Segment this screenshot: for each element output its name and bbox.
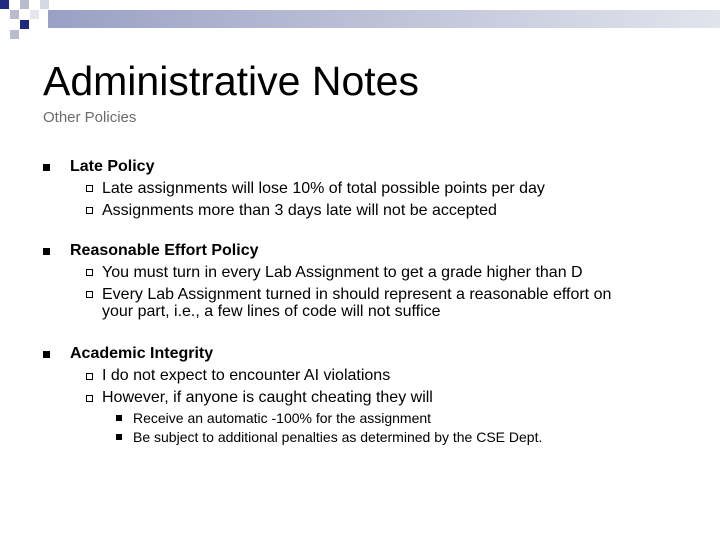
late-policy-heading: Late Policy bbox=[70, 158, 155, 175]
decor-square-light-4 bbox=[10, 30, 19, 39]
square-bullet-icon bbox=[43, 248, 50, 255]
header-decoration bbox=[0, 0, 720, 40]
academic-integrity-item: I do not expect to encounter AI violations bbox=[102, 367, 391, 384]
hollow-square-bullet-icon bbox=[86, 207, 93, 214]
hollow-square-bullet-icon bbox=[86, 269, 93, 276]
decor-square-dark-2 bbox=[20, 20, 29, 29]
small-square-bullet-icon bbox=[116, 434, 122, 440]
effort-policy-item: Every Lab Assignment turned in should represent a reasonable effort on bbox=[102, 286, 612, 303]
square-bullet-icon bbox=[43, 164, 50, 171]
slide-subtitle: Other Policies bbox=[43, 109, 137, 126]
square-bullet-icon bbox=[43, 351, 50, 358]
header-stripe bbox=[48, 10, 720, 28]
hollow-square-bullet-icon bbox=[86, 185, 93, 192]
effort-policy-item-continued: your part, i.e., a few lines of code will not suffice bbox=[102, 303, 441, 320]
decor-square-dark-1 bbox=[0, 0, 9, 9]
academic-integrity-item: However, if anyone is caught cheating they will bbox=[102, 389, 433, 406]
academic-integrity-heading: Academic Integrity bbox=[70, 345, 214, 362]
effort-policy-heading: Reasonable Effort Policy bbox=[70, 242, 259, 259]
effort-policy-item: You must turn in every Lab Assignment to get a grade higher than D bbox=[102, 264, 583, 281]
academic-integrity-subitem: Be subject to additional penalties as determined by the CSE Dept. bbox=[133, 429, 543, 445]
decor-square-light-3 bbox=[30, 10, 39, 19]
hollow-square-bullet-icon bbox=[86, 373, 93, 380]
late-policy-item: Assignments more than 3 days late will not be accepted bbox=[102, 202, 497, 219]
slide-title: Administrative Notes bbox=[43, 58, 419, 104]
decor-square-light-5 bbox=[40, 0, 49, 9]
academic-integrity-subitem: Receive an automatic -100% for the assignment bbox=[133, 410, 432, 426]
decor-square-light-1 bbox=[10, 10, 19, 19]
hollow-square-bullet-icon bbox=[86, 395, 93, 402]
hollow-square-bullet-icon bbox=[86, 291, 93, 298]
decor-square-light-2 bbox=[20, 0, 29, 9]
small-square-bullet-icon bbox=[116, 415, 122, 421]
late-policy-item: Late assignments will lose 10% of total possible points per day bbox=[102, 180, 545, 197]
